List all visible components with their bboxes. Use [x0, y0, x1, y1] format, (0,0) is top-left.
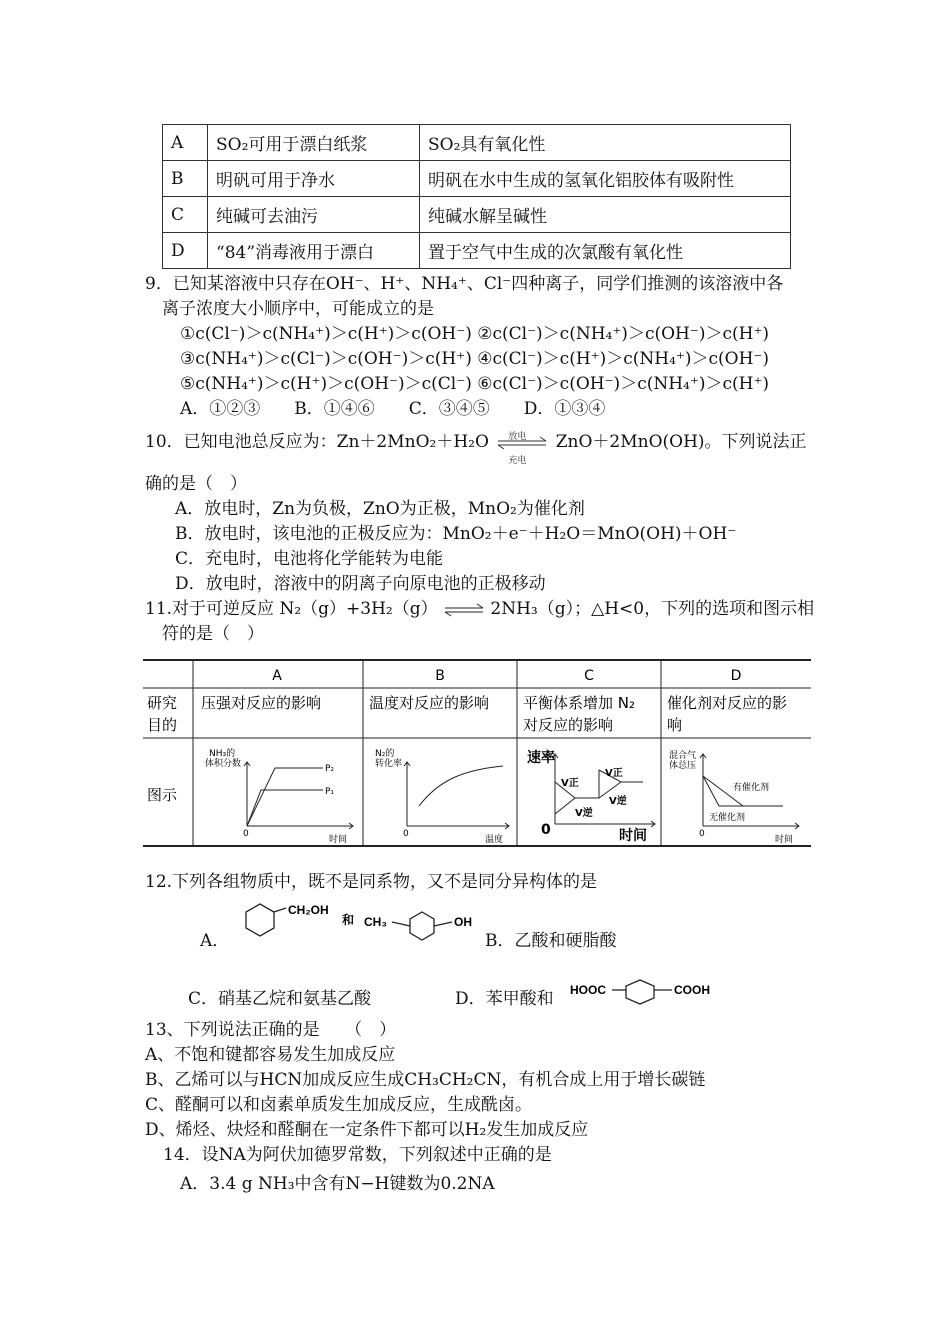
- benzyl-alcohol-label: CH₂OH: [288, 903, 329, 917]
- benzene-ring-icon: [410, 912, 434, 940]
- q10-stem-cont: 确的是（ ）: [145, 474, 247, 494]
- figure-b: [375, 747, 509, 845]
- figa-ylabel-1: NH₃的: [209, 749, 236, 759]
- figc-vrev-1: V逆: [575, 808, 593, 819]
- figd-xlabel: 时间: [775, 835, 794, 845]
- cooh-label: COOH: [674, 983, 710, 997]
- col-header-a: A: [272, 668, 282, 684]
- q8-table: [162, 124, 791, 269]
- q9-options-3: ⑤c(NH₄⁺)＞c(H⁺)＞c(OH⁻)＞c(Cl⁻) ⑥c(Cl⁻)＞c(OH⁻)＞c(NH₄⁺)＞c(H⁺): [180, 374, 770, 394]
- figa-origin: 0: [243, 829, 249, 839]
- q9-stem-cont: 离子浓度大小顺序中，可能成立的是: [162, 299, 434, 319]
- q14-stem: 14．设NA为阿伏加德罗常数，下列叙述中正确的是: [163, 1145, 552, 1165]
- option-cell: B: [163, 161, 208, 197]
- row-label-purpose-2: 目的: [147, 716, 178, 734]
- figb-ylabel-2: 转化率: [375, 759, 403, 769]
- q12-option-c: C．硝基乙烷和氨基乙酸: [188, 989, 372, 1009]
- purpose-a: 压强对反应的影响: [201, 694, 322, 712]
- q9-stem: 9．已知某溶液中只存在OH⁻、H⁺、NH₄⁺、Cl⁻四种离子，同学们推测的该溶液中各: [145, 274, 784, 294]
- use-cell: “84”消毒液用于漂白: [208, 233, 420, 269]
- figb-origin: 0: [403, 829, 409, 839]
- option-cell: C: [163, 197, 208, 233]
- purpose-c-2: 对反应的影响: [523, 716, 614, 734]
- q10-option-c: C．充电时，电池将化学能转为电能: [175, 549, 444, 569]
- use-cell: 纯碱可去油污: [208, 197, 420, 233]
- q11-stem-cont: 符的是（ ）: [162, 624, 264, 644]
- figd-ylabel-2: 体总压: [669, 761, 697, 771]
- q13-stem: 13、下列说法正确的是 （ ）: [145, 1020, 397, 1040]
- hooc-label: HOOC: [570, 983, 606, 997]
- and-label: 和: [342, 913, 355, 927]
- row-label-figure: 图示: [147, 786, 178, 804]
- option-cell: A: [163, 125, 208, 161]
- reason-cell: 纯碱水解呈碱性: [420, 197, 791, 233]
- figd-ylabel-1: 混合气: [669, 751, 697, 761]
- table-row: [163, 233, 791, 269]
- q11-stem-a: 11.对于可逆反应 N₂（g）+3H₂（g）: [145, 599, 438, 619]
- use-cell: 明矾可用于净水: [208, 161, 420, 197]
- figb-ylabel-1: N₂的: [375, 749, 395, 759]
- figc-ylabel: 速率: [527, 750, 555, 766]
- q13-option-d: D、烯烃、炔烃和醛酮在一定条件下都可以H₂发生加成反应: [145, 1120, 589, 1140]
- cresol-oh-label: OH: [454, 915, 472, 929]
- figa-p1-label: P₁: [325, 787, 335, 797]
- col-header-b: B: [435, 668, 445, 684]
- benzene-ring-icon: [626, 980, 654, 1004]
- q10-stem: [145, 430, 807, 466]
- table-row: [163, 197, 791, 233]
- q10-option-b: B．放电时，该电池的正极反应为：MnO₂＋e⁻＋H₂O＝MnO(OH)＋OH⁻: [175, 524, 737, 544]
- use-cell: SO₂可用于漂白纸浆: [208, 125, 420, 161]
- q9-choices: A．①②③ B．①④⑥ C．③④⑤ D．①③④: [180, 399, 606, 419]
- col-header-c: C: [584, 668, 594, 684]
- figc-vfwd-1: V正: [561, 778, 579, 789]
- q14-option-a: A．3.4 g NH₃中含有N−H键数为0.2NA: [180, 1174, 495, 1194]
- q13-option-c: C、醛酮可以和卤素单质发生加成反应，生成酰卤。: [145, 1095, 533, 1115]
- q10-option-a: A．放电时，Zn为负极，ZnO为正极，MnO₂为催化剂: [175, 499, 585, 519]
- q12-stem: 12.下列各组物质中，既不是同系物，又不是同分异构体的是: [145, 872, 598, 892]
- equilibrium-arrow-icon: [443, 603, 485, 617]
- q12-option-d: D．苯甲酸和: [455, 989, 554, 1009]
- figure-a: [205, 747, 353, 845]
- col-header-d: D: [730, 668, 742, 684]
- q11-stem-b: 2NH₃（g）；△H<0，下列的选项和图示相: [490, 599, 815, 619]
- q12-option-a: A．: [200, 931, 230, 951]
- q13-option-b: B、乙烯可以与HCN加成反应生成CH₃CH₂CN，有机合成上用于增长碳链: [145, 1070, 706, 1090]
- figc-xlabel: 时间: [619, 828, 647, 844]
- arrow-label-discharge: 放电: [508, 431, 527, 442]
- q9-options-1: ①c(Cl⁻)＞c(NH₄⁺)＞c(H⁺)＞c(OH⁻) ②c(Cl⁻)＞c(NH₄⁺)＞c(OH⁻)＞c(H⁺): [180, 324, 770, 344]
- purpose-d-1: 催化剂对反应的影: [667, 694, 788, 712]
- purpose-b: 温度对反应的影响: [369, 694, 490, 712]
- q10-stem-a: 10．已知电池总反应为：Zn＋2MnO₂＋H₂O: [145, 432, 489, 452]
- table-row: [163, 125, 791, 161]
- figd-no-catalyst: 无催化剂: [709, 813, 746, 823]
- table-row: [163, 161, 791, 197]
- figa-ylabel-2: 体积分数: [205, 759, 242, 769]
- q11-figure-table: [143, 658, 811, 848]
- reason-cell: SO₂具有氧化性: [420, 125, 791, 161]
- benzene-ring-icon: [246, 904, 274, 936]
- purpose-d-2: 响: [667, 716, 683, 734]
- row-label-purpose-1: 研究: [147, 694, 178, 712]
- q10-stem-b: ZnO＋2MnO(OH)。下列说法正: [555, 432, 807, 452]
- figure-c: [527, 749, 655, 844]
- purpose-c-1: 平衡体系增加 N₂: [523, 694, 636, 712]
- figc-vrev-2: V逆: [609, 796, 627, 807]
- cresol-ch3-label: CH₃: [364, 915, 387, 929]
- option-cell: D: [163, 233, 208, 269]
- q10-option-d: D．放电时，溶液中的阴离子向原电池的正极移动: [175, 574, 546, 594]
- figc-origin: 0: [541, 822, 551, 838]
- reversible-arrow: [494, 431, 550, 466]
- figure-d: [669, 749, 799, 845]
- figa-p2-label: P₂: [325, 764, 335, 774]
- arrow-label-charge: 充电: [508, 455, 527, 466]
- q9-options-2: ③c(NH₄⁺)＞c(Cl⁻)＞c(OH⁻)＞c(H⁺) ④c(Cl⁻)＞c(H⁺)＞c(NH₄⁺)＞c(OH⁻): [180, 349, 770, 369]
- q12-option-b: B．乙酸和硬脂酸: [485, 931, 617, 951]
- figa-xlabel: 时间: [329, 835, 348, 845]
- figd-with-catalyst: 有催化剂: [733, 783, 770, 793]
- q13-option-a: A、不饱和键都容易发生加成反应: [145, 1045, 396, 1065]
- q12-option-a-structures: [240, 896, 490, 948]
- figb-xlabel: 温度: [485, 835, 504, 845]
- terephthalic-acid-structure: [568, 972, 738, 1012]
- figd-origin: 0: [699, 829, 705, 839]
- reason-cell: 明矾在水中生成的氢氧化铝胶体有吸附性: [420, 161, 791, 197]
- q11-stem: [145, 597, 814, 621]
- reason-cell: 置于空气中生成的次氯酸有氧化性: [420, 233, 791, 269]
- figc-vfwd-2: V正: [605, 768, 623, 779]
